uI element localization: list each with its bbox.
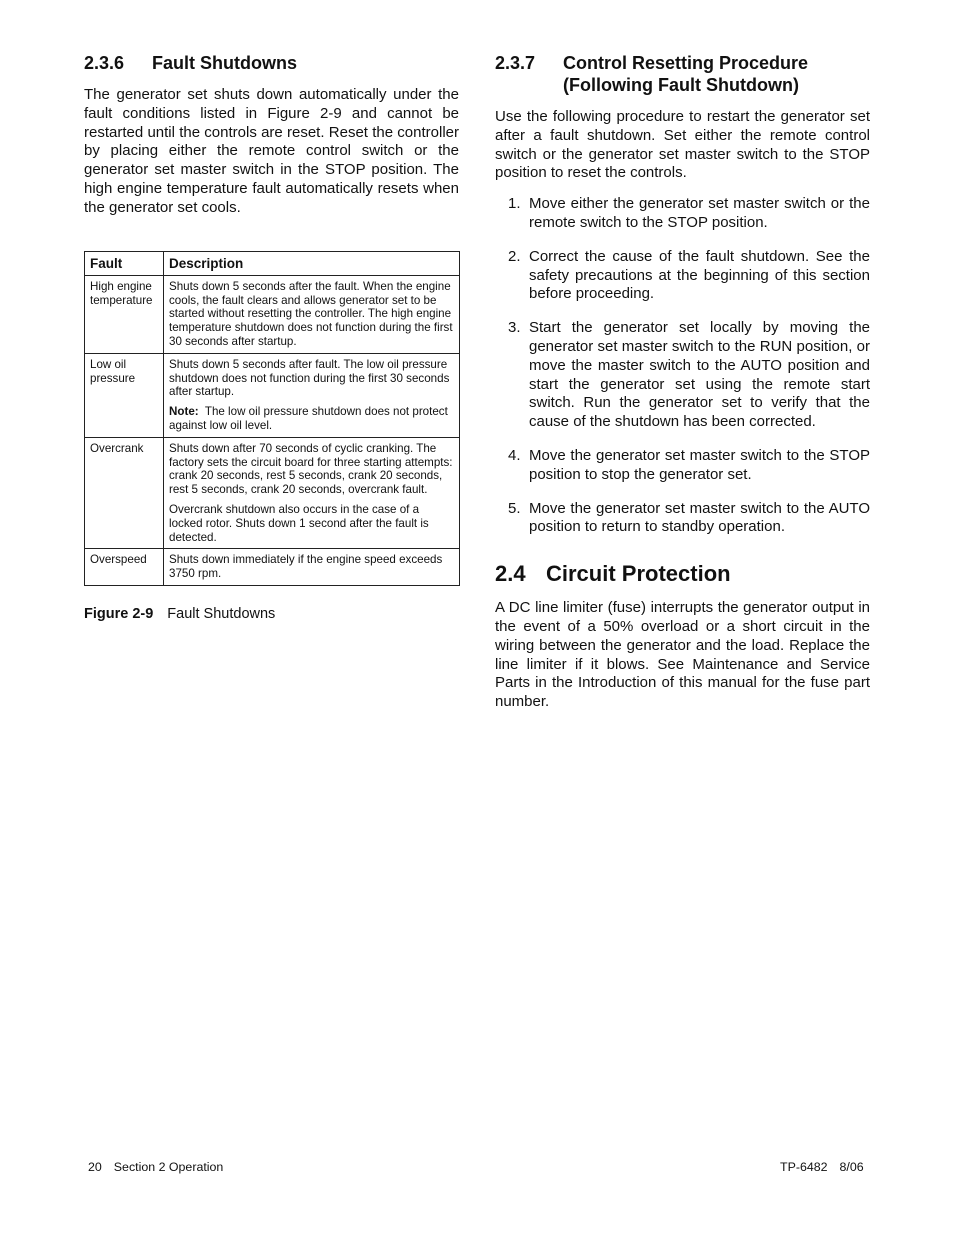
description-cell [164, 275, 460, 353]
list-item [495, 500, 870, 538]
section-number: 2.4 [495, 561, 526, 587]
step-text: Move the generator set master switch to the STOP position to stop the generator set. [529, 446, 870, 483]
footer-left [88, 1160, 223, 1174]
footer-right [780, 1160, 864, 1174]
fault-cell: Low oil pressure [85, 353, 164, 437]
fault-shutdowns-paragraph: The generator set shuts down automatically under the fault conditions listed in Figure 2-9 and cannot be restarted until the controls are reset. Reset the controller by placing either the remote control switch or the generator set master switch in the STOP position. The high engine temperature fault automatically resets when the generator set cools. [84, 86, 459, 216]
fault-cell: High engine temperature [85, 275, 164, 353]
step-number: 4. [508, 446, 521, 464]
description-text: Overcrank shutdown also occurs in the case of a locked rotor. Shuts down 1 second after the fault is detected. [169, 502, 429, 544]
step-text: Correct the cause of the fault shutdown. See the safety precautions at the beginning of this section before proceeding. [529, 247, 870, 303]
header-description: Description [164, 252, 460, 276]
note-label: Note: [169, 405, 199, 419]
description-text: Shuts down immediately if the engine speed exceeds 3750 rpm. [169, 553, 443, 581]
figure-label: Figure 2-9 [84, 606, 154, 622]
section-title [563, 52, 808, 96]
table-row [85, 353, 460, 437]
description-text: Shuts down after 70 seconds of cyclic cranking. The factory sets the circuit board for three starting attempts: crank 20 seconds, rest 5 seconds, crank 20 seconds, rest 5 seconds, crank 20 seconds, overcrank fault. [169, 441, 453, 497]
document-number: TP-6482 [780, 1160, 828, 1174]
section-number: 2.3.7 [495, 53, 536, 73]
page-number: 20 [88, 1160, 102, 1174]
section-title: Fault Shutdowns [152, 53, 297, 73]
step-number: 5. [508, 499, 521, 517]
section-title: Circuit Protection [546, 561, 731, 587]
fault-cell: Overcrank [85, 437, 164, 549]
note-text [169, 405, 455, 433]
step-text: Move either the generator set master switch or the remote switch to the STOP position. [529, 195, 870, 231]
figure-title: Fault Shutdowns [167, 606, 276, 622]
list-item [495, 319, 870, 432]
section-2-3-7-heading [495, 52, 870, 96]
step-text: Start the generator set locally by moving the generator set master switch to the RUN position, or move the master switch to the AUTO position and start the generator set using the remote start switch. Run the generator set to verify that the cause of the shutdown has been corrected. [529, 319, 870, 431]
resetting-intro-paragraph: Use the following procedure to restart the generator set after a fault shutdown. Set either the remote control switch or the generator set master switch to the STOP position to reset the controls. [495, 108, 870, 182]
step-number: 3. [508, 319, 521, 337]
step-text: Move the generator set master switch to the AUTO position to return to standby operation. [529, 499, 870, 536]
table-row [85, 549, 460, 586]
table-header-row [85, 252, 460, 276]
footer-section: Section 2 Operation [113, 1160, 224, 1174]
document-date: 8/06 [839, 1160, 864, 1174]
description-text: Shuts down 5 seconds after the fault. When the engine cools, the fault clears and allows generator set to be started without resetting the controller. The high engine temperature shutdown does not function during the first 30 seconds after startup. [169, 279, 453, 348]
table-row [85, 437, 460, 549]
circuit-protection-paragraph: A DC line limiter (fuse) interrupts the generator output in the event of a 50% overload or a short circuit in the wiring between the generator and the load. Replace the line limiter if it blows. See Maintenance and Service Parts in the Introduction of this manual for the fuse part number. [495, 599, 870, 711]
procedure-steps [495, 195, 870, 537]
fault-cell: Overspeed [85, 549, 164, 586]
list-item [495, 195, 870, 233]
note-body: The low oil pressure shutdown does not protect against low oil level. [169, 405, 448, 432]
list-item [495, 248, 870, 304]
section-title-line2: (Following Fault Shutdown) [563, 75, 799, 95]
header-fault: Fault [85, 252, 164, 276]
step-number: 2. [508, 247, 521, 265]
section-2-4-heading [495, 561, 870, 587]
section-title-line1: Control Resetting Procedure [563, 53, 809, 73]
step-number: 1. [508, 195, 521, 213]
section-number: 2.3.6 [84, 53, 125, 73]
right-column [495, 52, 870, 712]
description-text: Shuts down 5 seconds after fault. The low oil pressure shutdown does not function during the first 30 seconds after startup. [169, 357, 450, 399]
section-2-3-6-heading [84, 52, 459, 74]
figure-caption [84, 606, 275, 622]
description-cell [164, 437, 460, 549]
table-row [85, 275, 460, 353]
left-column [84, 52, 459, 622]
fault-table [84, 251, 460, 586]
description-cell [164, 549, 460, 586]
list-item [495, 447, 870, 485]
description-cell [164, 353, 460, 437]
